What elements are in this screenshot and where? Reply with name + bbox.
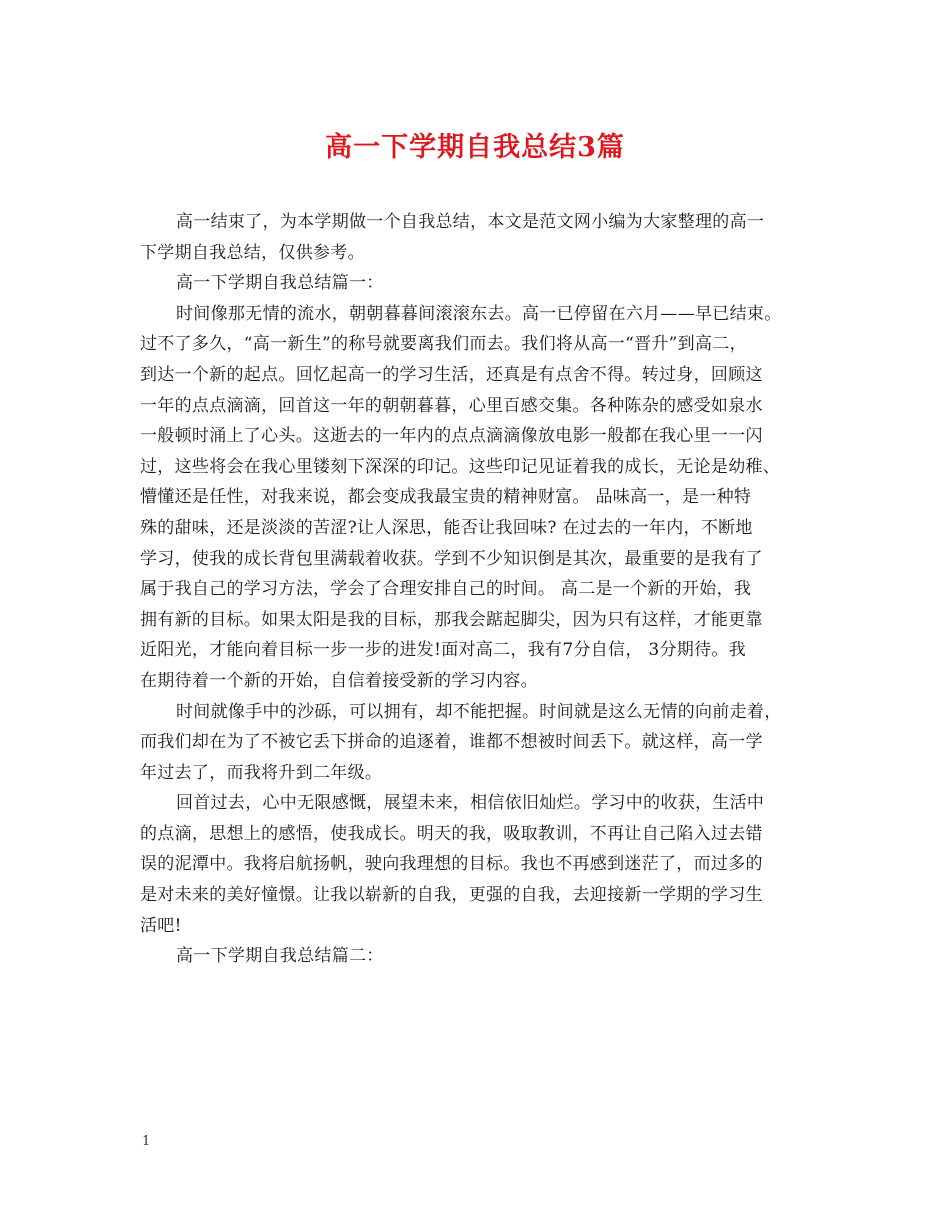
body-line: 时间就像手中的沙砾，可以拥有，却不能把握。时间就是这么无情的向前走着， <box>176 701 782 722</box>
body-line: 懵懂还是任性，对我来说，都会变成我最宝贵的精神财富。 品味高一，是一种特 <box>140 487 752 508</box>
body-line: 过不了多久，“高一新生”的称号就要离我们而去。我们将从高一“晋升”到高二， <box>140 334 747 355</box>
body-line: 属于我自己的学习方法，学会了合理安排自己的时间。 高二是一个新的开始，我 <box>140 579 752 600</box>
section-heading: 高一下学期自我总结篇二： <box>176 946 384 967</box>
page-number: 1 <box>142 1134 151 1149</box>
body-line: 近阳光，才能向着目标一步一步的进发!面对高二，我有7分自信， 3分期待。我 <box>140 640 746 661</box>
body-line: 回首过去，心中无限感慨，展望未来，相信依旧灿烂。学习中的收获，生活中 <box>176 793 765 814</box>
body-line: 一般顿时涌上了心头。这逝去的一年内的点点滴滴像放电影一般都在我心里一一闪 <box>140 426 763 447</box>
document-body <box>140 207 820 972</box>
body-line: 而我们却在为了不被它丢下拼命的追逐着，谁都不想被时间丢下。就这样，高一学 <box>140 732 763 753</box>
body-line: 一年的点点滴滴，回首这一年的朝朝暮暮，心里百感交集。各种陈杂的感受如泉水 <box>140 395 763 416</box>
body-line: 活吧! <box>140 915 182 936</box>
body-line: 过，这些将会在我心里镂刻下深深的印记。这些印记见证着我的成长，无论是幼稚、 <box>140 456 781 477</box>
section-heading: 高一下学期自我总结篇一： <box>176 273 384 294</box>
body-line: 拥有新的目标。如果太阳是我的目标，那我会踮起脚尖，因为只有这样，才能更靠 <box>140 609 763 630</box>
document-title: 高一下学期自我总结3篇 <box>325 132 625 163</box>
body-line: 到达一个新的起点。回忆起高一的学习生活，还真是有点舍不得。转过身，回顾这 <box>140 364 763 385</box>
body-line: 高一结束了，为本学期做一个自我总结，本文是范文网小编为大家整理的高一 <box>176 212 765 232</box>
body-line: 在期待着一个新的开始，自信着接受新的学习内容。 <box>140 670 538 691</box>
body-line: 学习，使我的成长背包里满载着收获。学到不少知识倒是其次，最重要的是我有了 <box>140 548 763 569</box>
body-line: 是对未来的美好憧憬。让我以崭新的自我，更强的自我，去迎接新一学期的学习生 <box>140 885 763 906</box>
body-line: 时间像那无情的流水，朝朝暮暮间滚滚东去。高一已停留在六月——早已结束。 <box>176 303 782 324</box>
body-line: 误的泥潭中。我将启航扬帆，驶向我理想的目标。我也不再感到迷茫了，而过多的 <box>140 854 763 875</box>
body-line: 年过去了，而我将升到二年级。 <box>140 762 383 783</box>
body-line: 殊的甜味，还是淡淡的苦涩?让人深思，能否让我回味? 在过去的一年内，不断地 <box>140 517 753 538</box>
body-line: 的点滴，思想上的感悟，使我成长。明天的我，吸取教训，不再让自己陷入过去错 <box>140 823 763 844</box>
body-line: 下学期自我总结，仅供参考。 <box>140 242 365 263</box>
